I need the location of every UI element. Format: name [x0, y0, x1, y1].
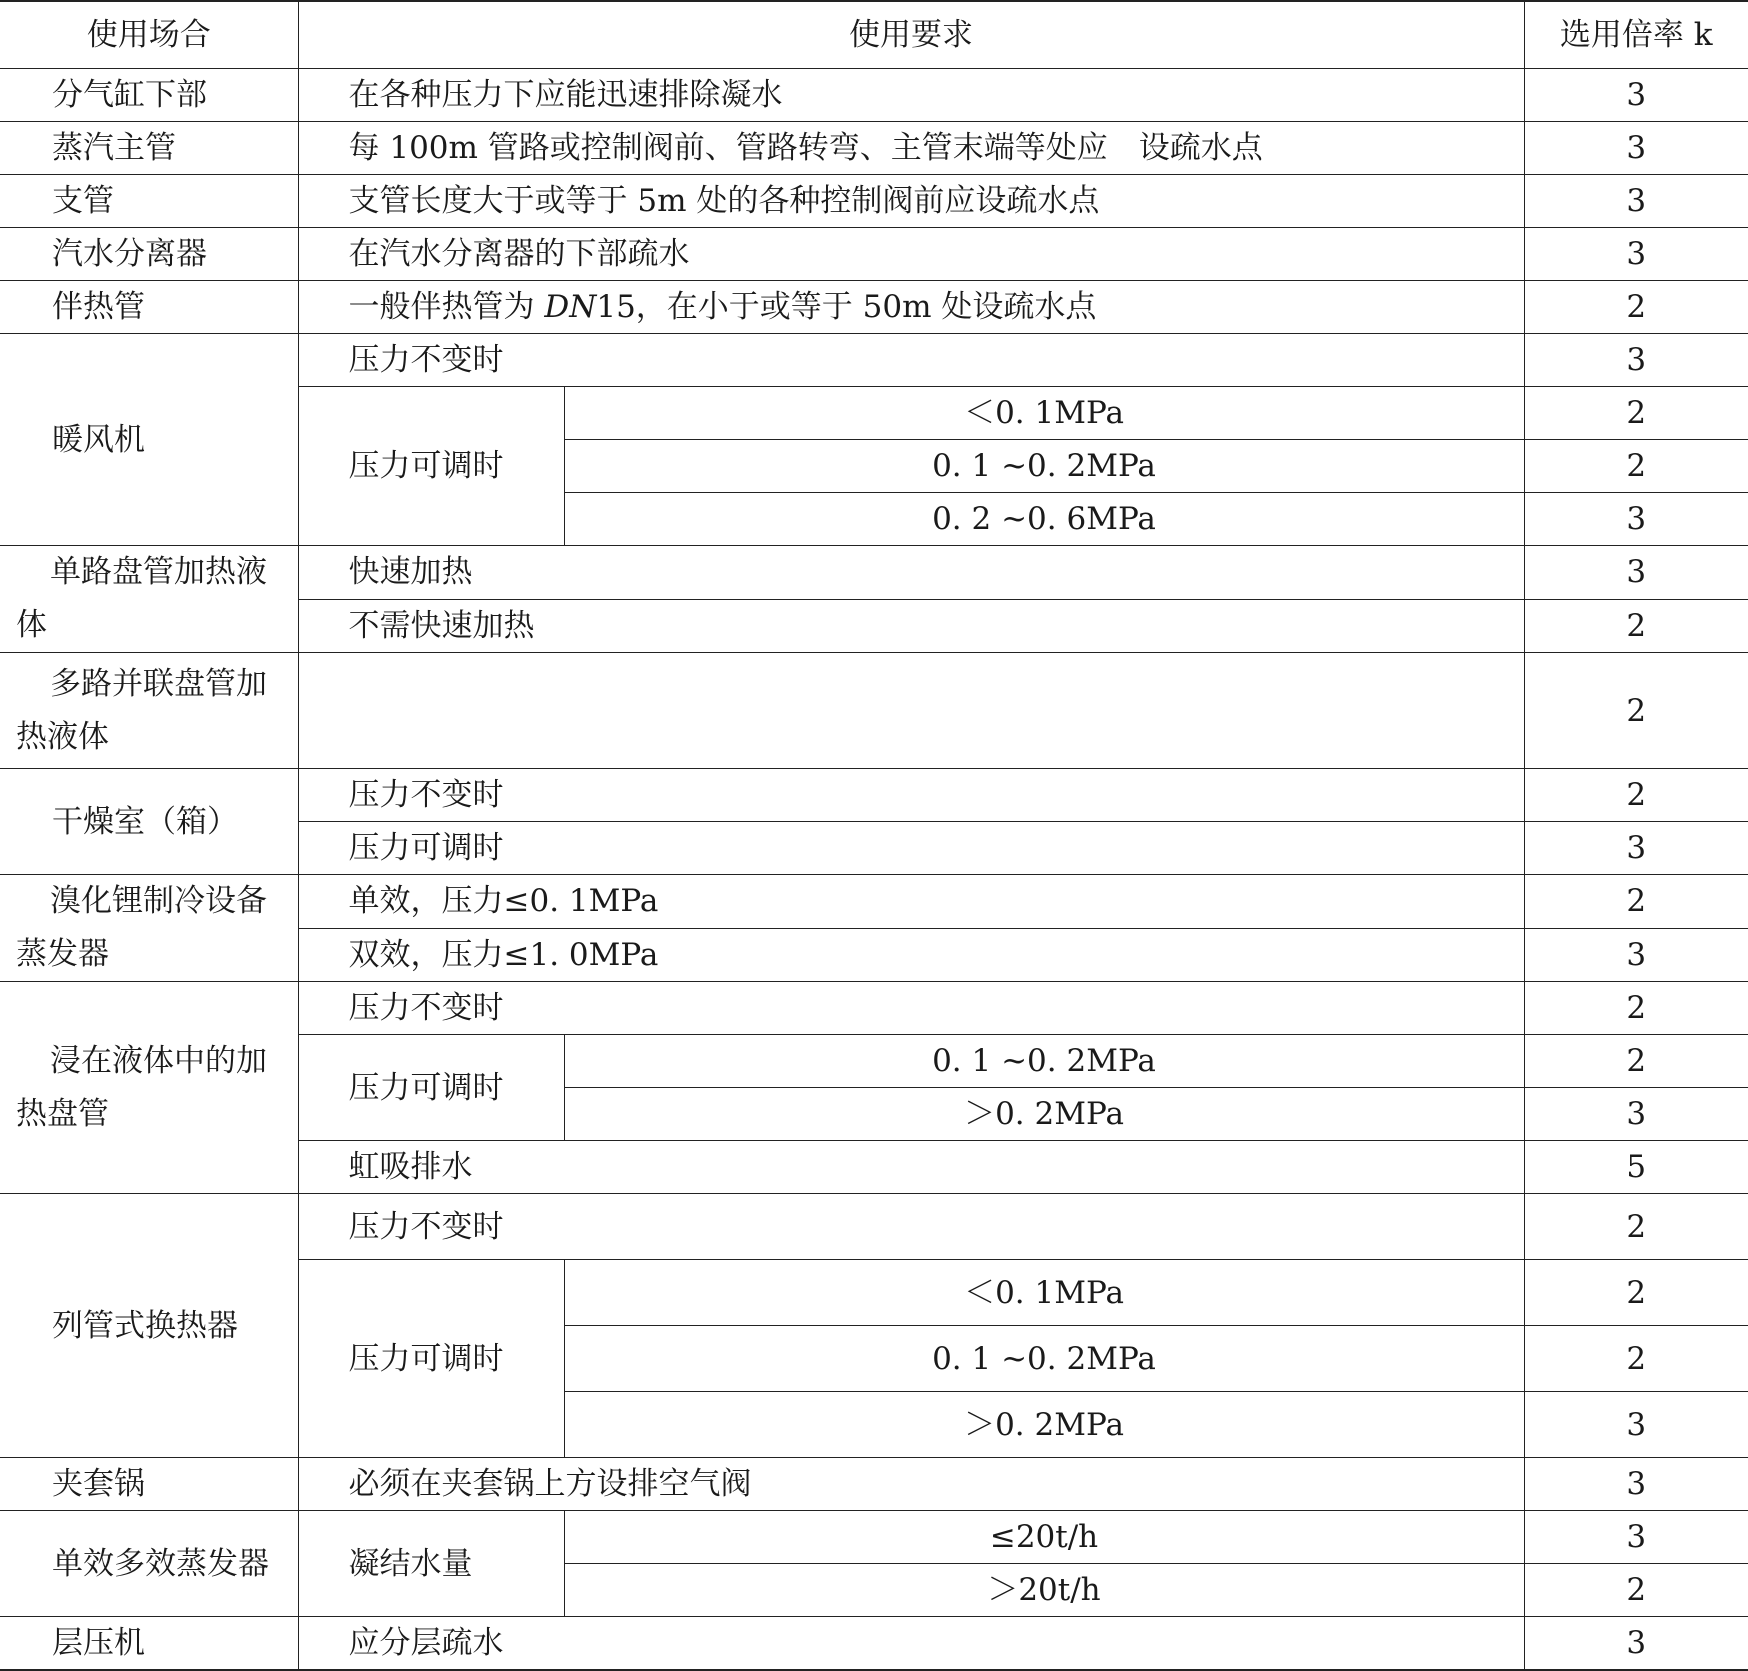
multiplier-cell: 2 [1524, 599, 1748, 653]
place-cell: 层压机 [0, 1617, 298, 1671]
table-row [0, 653, 1748, 769]
requirement-cell: 双效，压力≤1. 0MPa [298, 928, 1524, 982]
multiplier-cell: 3 [1524, 493, 1748, 546]
multiplier-cell: 3 [1524, 546, 1748, 600]
requirement-cell: 虹吸排水 [298, 1141, 1524, 1194]
table-row [0, 1511, 1748, 1564]
requirement-cell: 压力不变时 [298, 334, 1524, 387]
condition-cell: ＞20t/h [564, 1564, 1524, 1617]
multiplier-cell: 2 [1524, 653, 1748, 769]
condition-cell: 0. 2 ~0. 6MPa [564, 493, 1524, 546]
condition-cell: ＜0. 1MPa [564, 1260, 1524, 1326]
table-row [0, 982, 1748, 1035]
multiplier-cell: 3 [1524, 822, 1748, 875]
place-cell: 多路并联盘管加热液体 [0, 653, 298, 769]
requirement-cell: 压力不变时 [298, 1194, 1524, 1260]
multiplier-cell: 3 [1524, 334, 1748, 387]
requirement-text: 15，在小于或等于 50m 处设疏水点 [596, 289, 1097, 325]
header-row [0, 1, 1748, 69]
requirement-text: 一般伴热管为 [348, 289, 545, 325]
multiplier-cell: 3 [1524, 1617, 1748, 1671]
place-cell: 单路盘管加热液体 [0, 546, 298, 653]
condition-cell: 0. 1 ~0. 2MPa [564, 1326, 1524, 1392]
requirement-cell: 凝结水量 [298, 1511, 564, 1617]
multiplier-cell: 2 [1524, 875, 1748, 929]
table-row [0, 1617, 1748, 1671]
requirement-cell: 压力不变时 [298, 769, 1524, 822]
table-row [0, 122, 1748, 175]
condition-cell: 0. 1 ~0. 2MPa [564, 440, 1524, 493]
multiplier-cell: 3 [1524, 175, 1748, 228]
multiplier-cell: 2 [1524, 1564, 1748, 1617]
requirement-cell: 压力可调时 [298, 1260, 564, 1458]
place-cell: 夹套锅 [0, 1458, 298, 1511]
table-row [0, 281, 1748, 334]
place-cell: 汽水分离器 [0, 228, 298, 281]
multiplier-cell: 2 [1524, 387, 1748, 440]
condition-cell: 0. 1 ~0. 2MPa [564, 1035, 1524, 1088]
table-row [0, 334, 1748, 387]
table-row [0, 228, 1748, 281]
condition-cell: ＜0. 1MPa [564, 387, 1524, 440]
place-cell: 暖风机 [0, 334, 298, 546]
multiplier-cell: 2 [1524, 1260, 1748, 1326]
multiplier-cell: 3 [1524, 228, 1748, 281]
requirement-cell: 压力可调时 [298, 822, 1524, 875]
place-cell: 列管式换热器 [0, 1194, 298, 1458]
multiplier-cell: 3 [1524, 69, 1748, 122]
place-cell: 伴热管 [0, 281, 298, 334]
condition-cell: ≤20t/h [564, 1511, 1524, 1564]
requirement-cell: 压力不变时 [298, 982, 1524, 1035]
multiplier-cell: 3 [1524, 1511, 1748, 1564]
condition-cell: ＞0. 2MPa [564, 1088, 1524, 1141]
multiplier-cell: 2 [1524, 769, 1748, 822]
multiplier-cell: 3 [1524, 1392, 1748, 1458]
multiplier-cell: 2 [1524, 440, 1748, 493]
requirement-cell: 快速加热 [298, 546, 1524, 600]
requirement-cell: 不需快速加热 [298, 599, 1524, 653]
header-requirement: 使用要求 [298, 1, 1524, 69]
requirement-cell: 压力可调时 [298, 1035, 564, 1141]
multiplier-cell: 2 [1524, 1194, 1748, 1260]
requirement-cell-empty [298, 653, 1524, 769]
requirement-cell: 压力可调时 [298, 387, 564, 546]
requirement-cell: 单效，压力≤0. 1MPa [298, 875, 1524, 929]
table-row [0, 875, 1748, 929]
multiplier-cell: 3 [1524, 1458, 1748, 1511]
header-place: 使用场合 [0, 1, 298, 69]
requirement-cell: 必须在夹套锅上方设排空气阀 [298, 1458, 1524, 1511]
header-multiplier: 选用倍率 k [1524, 1, 1748, 69]
place-cell: 分气缸下部 [0, 69, 298, 122]
table-row [0, 769, 1748, 822]
multiplier-cell: 3 [1524, 1088, 1748, 1141]
place-cell: 单效多效蒸发器 [0, 1511, 298, 1617]
multiplier-cell: 2 [1524, 1035, 1748, 1088]
requirement-cell [298, 281, 1524, 334]
table-row [0, 546, 1748, 600]
place-cell: 干燥室（箱） [0, 769, 298, 875]
table-row [0, 1458, 1748, 1511]
place-cell: 蒸汽主管 [0, 122, 298, 175]
table-row [0, 1194, 1748, 1260]
condition-cell: ＞0. 2MPa [564, 1392, 1524, 1458]
multiplier-cell: 2 [1524, 281, 1748, 334]
multiplier-cell: 5 [1524, 1141, 1748, 1194]
requirement-cell: 每 100m 管路或控制阀前、管路转弯、主管末端等处应 设疏水点 [298, 122, 1524, 175]
requirement-cell: 应分层疏水 [298, 1617, 1524, 1671]
multiplier-cell: 3 [1524, 928, 1748, 982]
nominal-diameter-symbol: DN [544, 289, 597, 325]
requirement-cell: 支管长度大于或等于 5m 处的各种控制阀前应设疏水点 [298, 175, 1524, 228]
table-row [0, 69, 1748, 122]
place-cell: 溴化锂制冷设备蒸发器 [0, 875, 298, 982]
multiplier-cell: 2 [1524, 982, 1748, 1035]
multiplier-cell: 3 [1524, 122, 1748, 175]
requirement-cell: 在汽水分离器的下部疏水 [298, 228, 1524, 281]
multiplier-cell: 2 [1524, 1326, 1748, 1392]
place-cell: 浸在液体中的加热盘管 [0, 982, 298, 1194]
place-cell: 支管 [0, 175, 298, 228]
requirement-cell: 在各种压力下应能迅速排除凝水 [298, 69, 1524, 122]
table-row [0, 175, 1748, 228]
